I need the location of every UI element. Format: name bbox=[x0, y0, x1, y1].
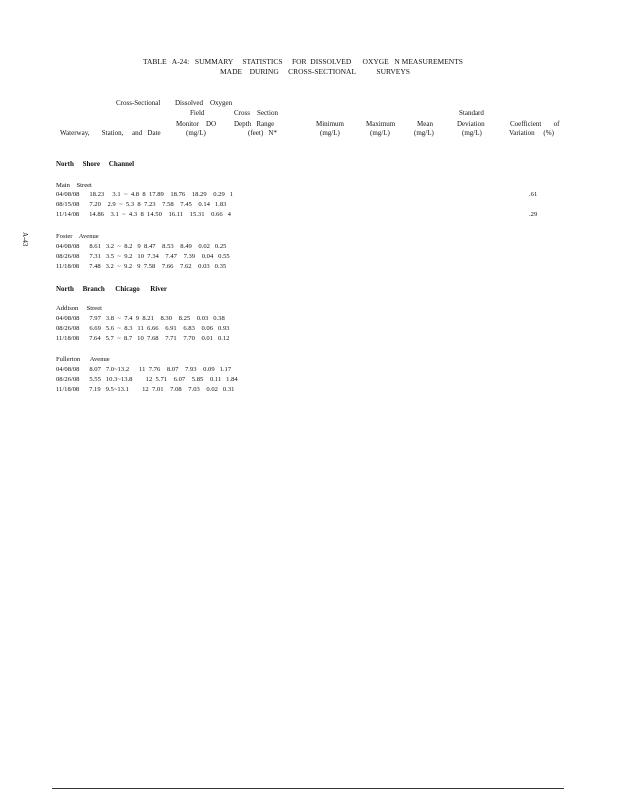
header-minimum: Minimum bbox=[316, 120, 345, 128]
header-deviation-unit: (mg/L) bbox=[462, 129, 482, 137]
table-row: 04/08/08 18.23 3.1 ~ 4.8 8 17.89 18.76 18.29 0.29 1 bbox=[56, 191, 234, 198]
table-row: 04/08/08 8.61 3.2 ~ 8.2 9 8.47 8.53 8.49 0.02 0.25 bbox=[56, 243, 227, 250]
page-number-label: A-43 bbox=[21, 232, 29, 247]
header-cross-section: Cross Section bbox=[234, 109, 278, 117]
station-fullerton-avenue: Fullerton Avenue bbox=[56, 356, 110, 363]
table-row: 04/08/08 8.07 7.0~13.2 11 7.76 8.07 7.93 0.09 1.17 bbox=[56, 366, 232, 373]
header-standard: Standard bbox=[459, 109, 484, 117]
station-addison-street: Addison Street bbox=[56, 305, 102, 312]
header-depth-range: Depth Range bbox=[234, 120, 275, 128]
table-row: 04/08/08 7.97 3.8 ~ 7.4 9 8.21 8.30 8.25 0.03 0.38 bbox=[56, 315, 225, 322]
header-coefficient: Coefficient of bbox=[510, 120, 560, 128]
header-mean: Mean bbox=[417, 120, 433, 128]
header-variation: Variation (%) bbox=[509, 129, 554, 137]
section-north-branch-chicago-river: North Branch Chicago River bbox=[56, 285, 168, 293]
table-title-line-1: TABLE A-24: SUMMARY STATISTICS FOR DISSOLVED OXYGE N MEASUREMENTS bbox=[143, 57, 463, 66]
header-cross-sectional: Cross-Sectional bbox=[116, 99, 161, 107]
table-row: 11/18/08 7.64 5.7 ~ 8.7 10 7.68 7.71 7.70 0.01 0.12 bbox=[56, 335, 230, 342]
cv-value: .29 bbox=[529, 211, 538, 218]
header-field: Field bbox=[190, 109, 205, 117]
header-monitor-do: Monitor DO bbox=[176, 120, 217, 128]
header-waterway-station-date: Waterway, Station, and Date bbox=[60, 129, 161, 137]
header-maximum-unit: (mg/L) bbox=[370, 129, 390, 137]
table-row: 08/26/08 7.31 3.5 ~ 9.2 10 7.34 7.47 7.39 0.04 0.55 bbox=[56, 253, 230, 260]
table-row: 11/18/08 7.19 9.5~13.1 12 7.01 7.08 7.03 0.02 0.31 bbox=[56, 386, 235, 393]
table-row: 08/26/08 6.69 5.6 ~ 8.3 11 6.66 6.91 6.83 0.06 0.93 bbox=[56, 325, 230, 332]
table-row: 11/18/08 7.48 3.2 ~ 9.2 9 7.58 7.66 7.62 0.03 0.35 bbox=[56, 263, 227, 270]
station-foster-avenue: Foster Avenue bbox=[56, 233, 99, 240]
footer-divider bbox=[52, 788, 564, 789]
section-north-shore-channel: North Shore Channel bbox=[56, 160, 135, 168]
header-mgl-do: (mg/L) bbox=[186, 129, 206, 137]
header-minimum-unit: (mg/L) bbox=[320, 129, 340, 137]
header-dissolved-oxygen: Dissolved Oxygen bbox=[175, 99, 233, 107]
station-main-street: Main Street bbox=[56, 182, 92, 189]
table-row: 08/15/08 7.20 2.9 ~ 5.3 8 7.23 7.58 7.45 0.14 1.83 bbox=[56, 201, 227, 208]
header-deviation: Deviation bbox=[457, 120, 485, 128]
header-feet-n: (feet) N* bbox=[248, 129, 277, 137]
table-title-line-2: MADE DURING CROSS-SECTIONAL SURVEYS bbox=[220, 67, 410, 76]
header-mean-unit: (mg/L) bbox=[414, 129, 434, 137]
table-row: 08/26/08 5.55 10.3~13.8 12 5.71 6.07 5.85 0.11 1.84 bbox=[56, 376, 238, 383]
table-row: 11/14/08 14.86 3.1 ~ 4.3 8 14.50 16.11 15.31 0.66 4 bbox=[56, 211, 231, 218]
header-maximum: Maximum bbox=[366, 120, 396, 128]
cv-value: .61 bbox=[529, 191, 538, 198]
